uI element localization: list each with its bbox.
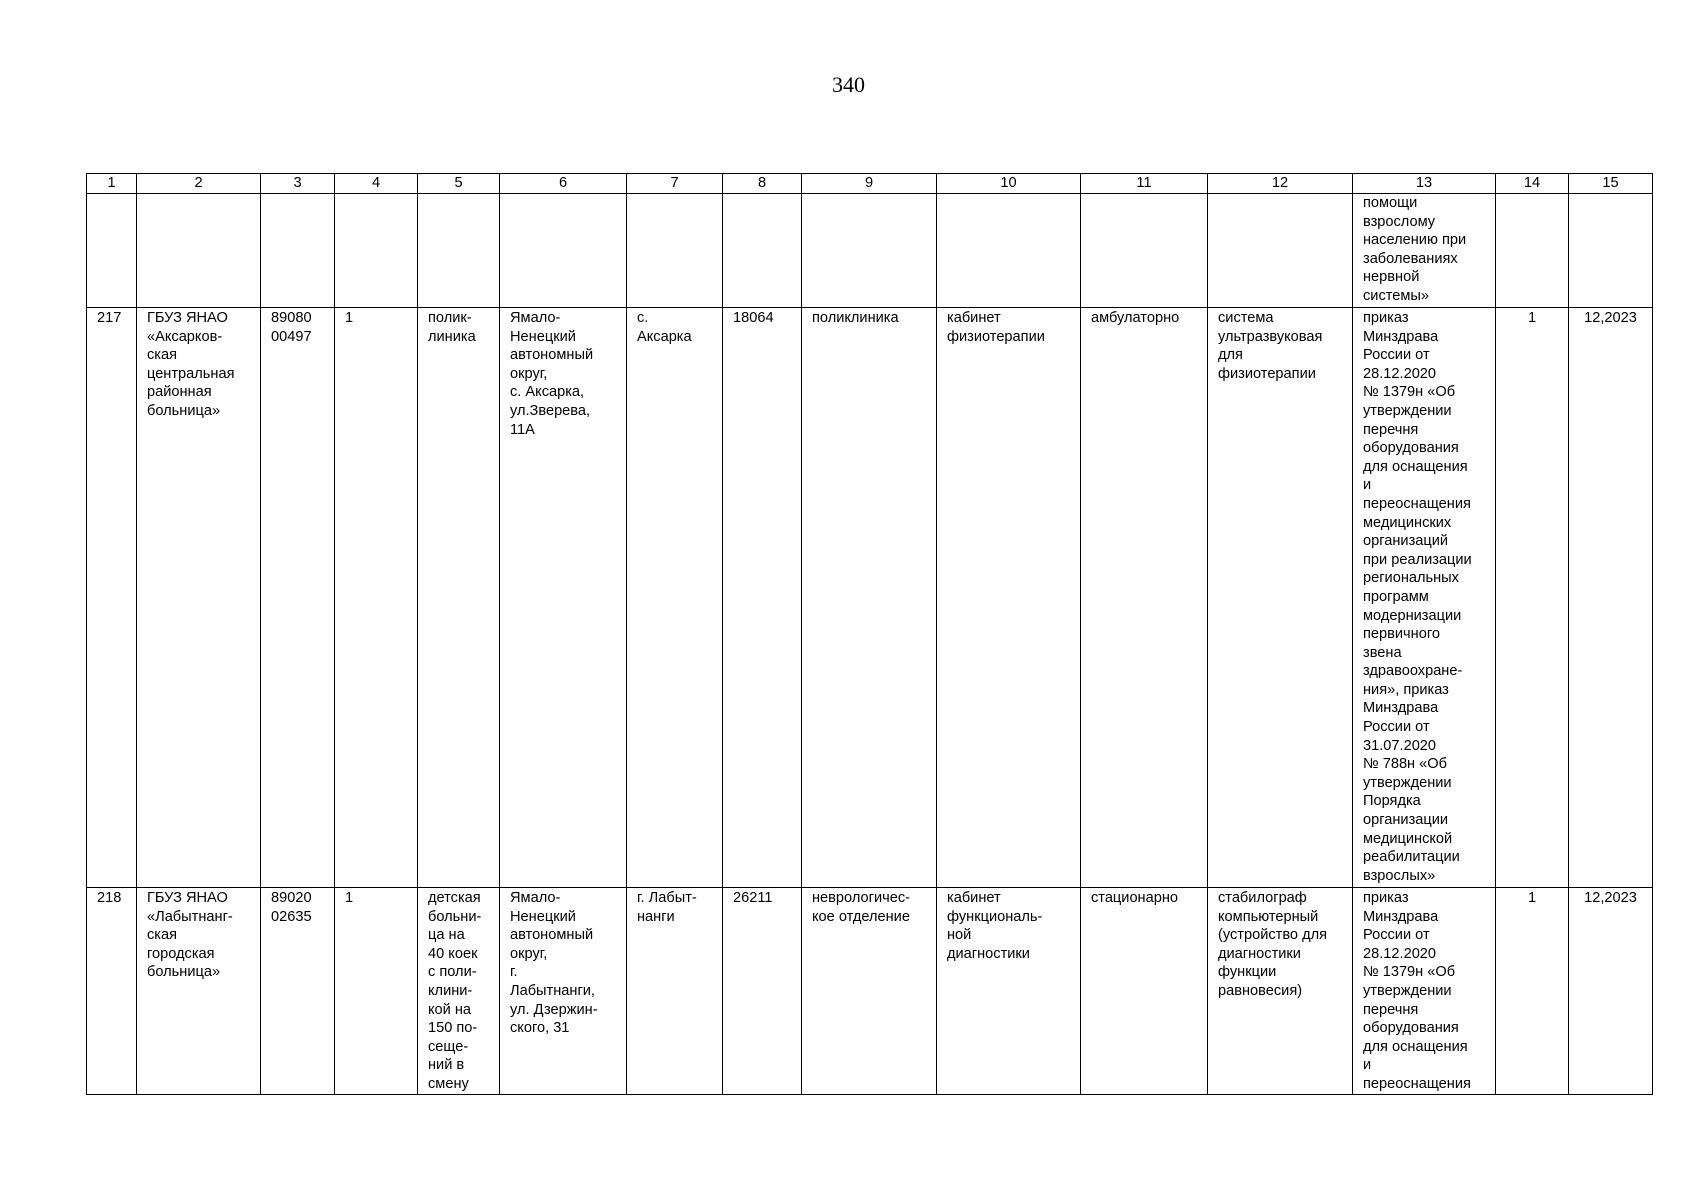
column-header: 4: [335, 174, 418, 194]
column-header: 8: [723, 174, 802, 194]
cell-department: поликлиника: [802, 308, 937, 888]
column-header: 13: [1353, 174, 1496, 194]
column-header: 5: [418, 174, 500, 194]
column-header: 7: [627, 174, 723, 194]
cell-code: [261, 194, 335, 308]
cell-regulation: помощи взрослому населению при заболеваниях нервной системы»: [1353, 194, 1496, 308]
cell-date: 12,2023: [1569, 888, 1653, 1095]
cell-care-mode: стационарно: [1081, 888, 1208, 1095]
cell-col8: [723, 194, 802, 308]
cell-equipment: стабилограф компьютерный (устройство для диагностики функции равновесия): [1208, 888, 1353, 1095]
cell-col4: [335, 194, 418, 308]
cell-number: 217: [87, 308, 137, 888]
cell-number: [87, 194, 137, 308]
cell-equipment: система ультразвуковая для физиотерапии: [1208, 308, 1353, 888]
cell-department: [802, 194, 937, 308]
cell-code: 89020 02635: [261, 888, 335, 1095]
column-header: 3: [261, 174, 335, 194]
table-row-218: [87, 888, 1653, 1095]
cell-care-mode: [1081, 194, 1208, 308]
cell-date: [1569, 194, 1653, 308]
column-header: 14: [1496, 174, 1569, 194]
table-row-217: [87, 308, 1653, 888]
cell-address: Ямало- Ненецкий автономный округ, с. Аксарка, ул.Зверева, 11А: [500, 308, 627, 888]
column-header: 12: [1208, 174, 1353, 194]
cell-settlement: [627, 194, 723, 308]
cell-room: кабинет физиотерапии: [937, 308, 1081, 888]
table-row-continuation: [87, 194, 1653, 308]
column-header: 11: [1081, 174, 1208, 194]
cell-quantity: [1496, 194, 1569, 308]
column-header: 6: [500, 174, 627, 194]
cell-care-mode: амбулаторно: [1081, 308, 1208, 888]
cell-col8: 26211: [723, 888, 802, 1095]
cell-col4: 1: [335, 888, 418, 1095]
cell-department: неврологичес- кое отделение: [802, 888, 937, 1095]
cell-address: Ямало- Ненецкий автономный округ, г. Лабытнанги, ул. Дзержин- ского, 31: [500, 888, 627, 1095]
page-number: 340: [832, 72, 865, 97]
cell-quantity: 1: [1496, 888, 1569, 1095]
cell-facility-type: [418, 194, 500, 308]
cell-code: 89080 00497: [261, 308, 335, 888]
cell-date: 12,2023: [1569, 308, 1653, 888]
column-header: 1: [87, 174, 137, 194]
cell-organization: ГБУЗ ЯНАО «Аксарков- ская центральная районная больница»: [137, 308, 261, 888]
cell-facility-type: полик- линика: [418, 308, 500, 888]
cell-col4: 1: [335, 308, 418, 888]
cell-quantity: 1: [1496, 308, 1569, 888]
cell-col8: 18064: [723, 308, 802, 888]
column-header: 9: [802, 174, 937, 194]
cell-room: кабинет функциональ- ной диагностики: [937, 888, 1081, 1095]
cell-address: [500, 194, 627, 308]
cell-number: 218: [87, 888, 137, 1095]
column-header: 2: [137, 174, 261, 194]
cell-organization: ГБУЗ ЯНАО «Лабытнанг- ская городская больница»: [137, 888, 261, 1095]
column-header: 10: [937, 174, 1081, 194]
cell-organization: [137, 194, 261, 308]
cell-settlement: с. Аксарка: [627, 308, 723, 888]
data-table: [86, 173, 1653, 1095]
cell-regulation: приказ Минздрава России от 28.12.2020 № 1379н «Об утверждении перечня оборудования для оснащения и переоснащения: [1353, 888, 1496, 1095]
cell-facility-type: детская больни- ца на 40 коек с поли- клини- кой на 150 по- сеще- ний в смену: [418, 888, 500, 1095]
header-row: [87, 174, 1653, 194]
cell-room: [937, 194, 1081, 308]
cell-regulation: приказ Минздрава России от 28.12.2020 № 1379н «Об утверждении перечня оборудования для оснащения и переоснащения медицинских организаций при реализации региональных программ модернизации первичного звена здравоохране- ния», приказ Минздрава России от 31.07.2020 № 788н «Об утверждении Порядка организации медицинской реабилитации взрослых»: [1353, 308, 1496, 888]
cell-equipment: [1208, 194, 1353, 308]
cell-settlement: г. Лабыт- нанги: [627, 888, 723, 1095]
column-header: 15: [1569, 174, 1653, 194]
